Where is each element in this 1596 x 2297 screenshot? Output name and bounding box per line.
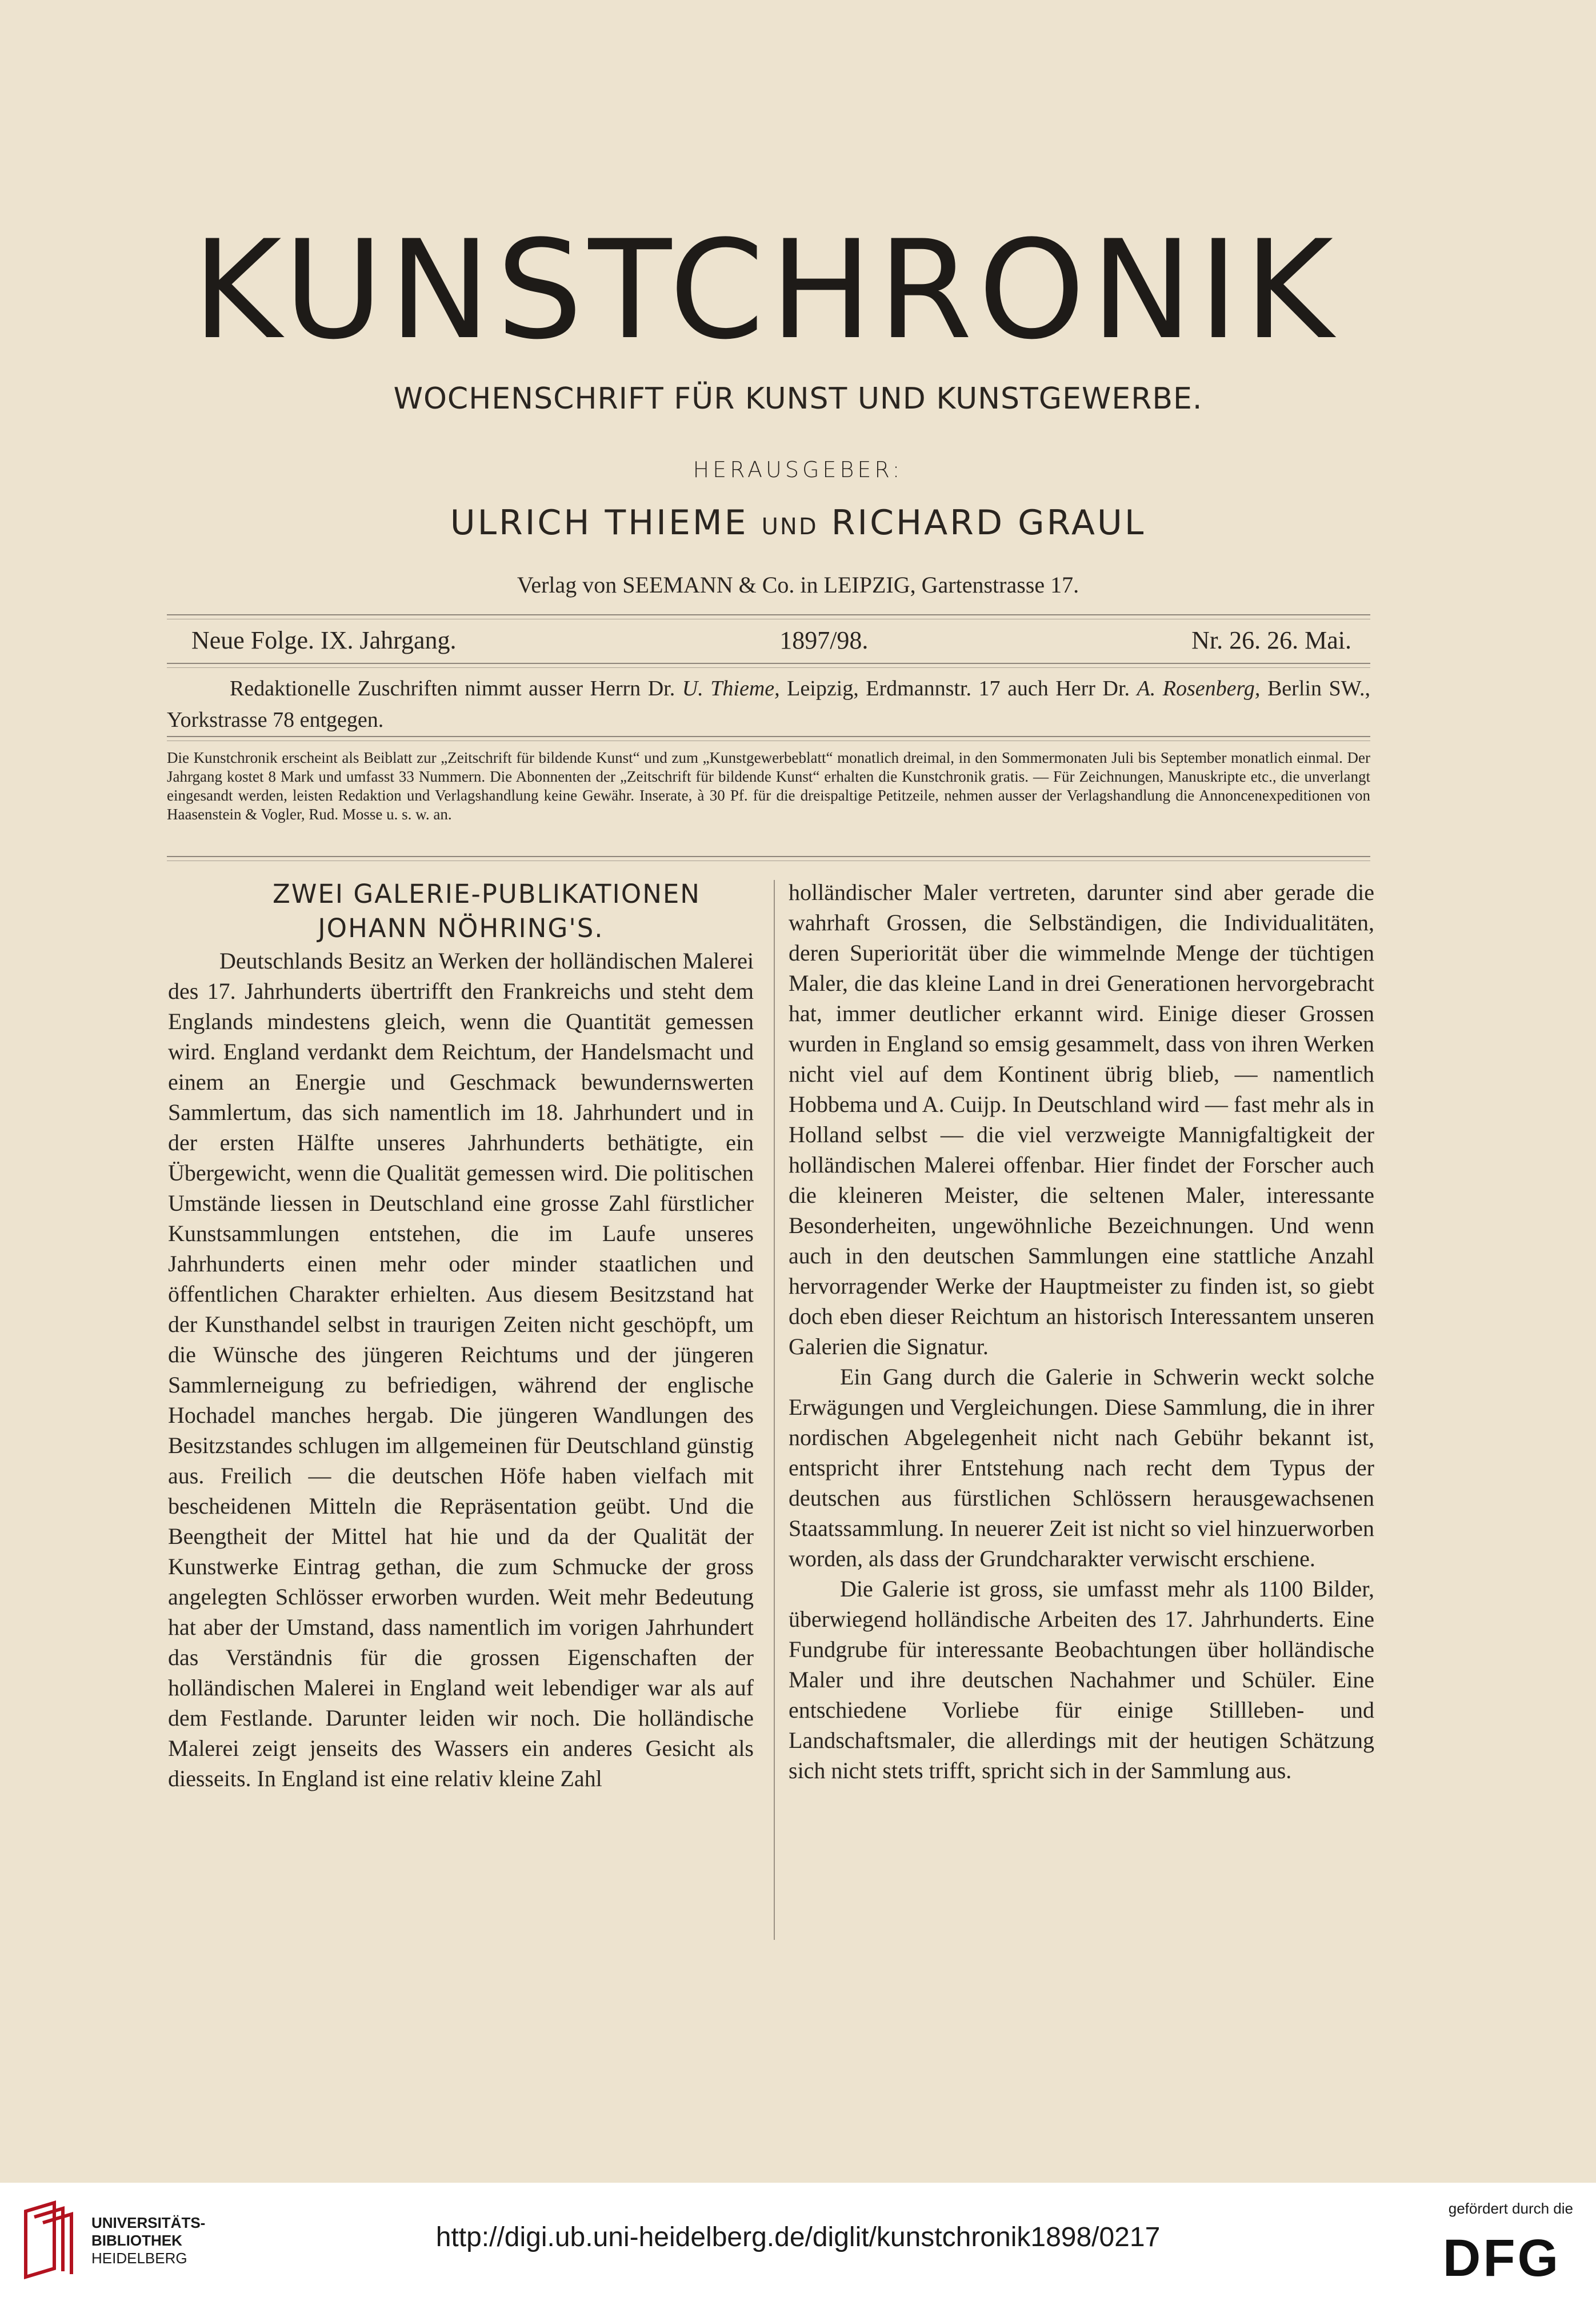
divider: [167, 663, 1370, 668]
editors-line: [0, 503, 1596, 543]
funding-label: gefördert durch die: [1448, 2200, 1573, 2217]
divider: [167, 736, 1370, 741]
editors-und: UND: [761, 514, 818, 540]
editor-name-rosenberg: A. Rosenberg,: [1137, 677, 1261, 701]
subscription-notice: Die Kunstchronik erscheint als Beiblatt zur „Zeitschrift für bildende Kunst“ und zum „Kunstgewerbeblatt“ monatlich dreimal, in den Sommermonaten Juli bis September monatlich einmal. Der Jahrgang kostet 8 Mark und umfasst 33 Nummern. Die Abonnenten der „Zeitschrift für bildende Kunst“ erhalten die Kunstchronik gratis. — Für Zeichnungen, Manuskripte etc., die unverlangt eingesandt werden, leisten Redaktion und Verlagshandlung keine Gewähr. Inserate, à 30 Pf. für die dreispaltige Petitzeile, nehmen ausser der Verlagshandlung die Annoncenexpeditionen von Haasenstein & Vogler, Rud. Mosse u. s. w. an.: [167, 749, 1370, 823]
editorial-text: Redaktionelle Zuschriften nimmt ausser Herrn Dr.: [230, 677, 682, 701]
permalink-url[interactable]: http://digi.ub.uni-heidelberg.de/diglit/kunstchronik1898/0217: [435, 2222, 1161, 2252]
article-paragraph: holländischer Maler vertreten, darunter sind aber gerade die wahrhaft Grossen, die Selbständigen, die Individualitäten, deren Superiorität über die wimmelnde Menge der tüchtigen Maler, die das kleine Land in drei Generationen hervorgebracht hat, immer deutlicher erkannt wird. Einige dieser Grossen wurden in England so emsig gesammelt, dass von ihren Werken nicht viel auf dem Kontinent übrig blieb, — namentlich Hobbema und A. Cuijp. In Deutschland wird — fast mehr als in Holland selbst — die viel verzweigte Mannigfaltigkeit der holländischen Malerei offenbar. Hier findet der Forscher auch die kleineren Meister, die seltenen Maler, interessante Besonderheiten, ungewöhnliche Bezeichnungen. Und wenn auch in den deutschen Sammlungen eine stattliche Anzahl hervorragender Werke der Hauptmeister zu finden ist, so giebt doch eben dieser Reichtum an historisch Interessantem unseren Galerien die Signatur.: [789, 879, 1374, 1359]
uni-name-line: UNIVERSITÄTS-: [91, 2214, 206, 2231]
uni-name-line: BIBLIOTHEK: [91, 2232, 182, 2249]
article-paragraph: Deutschlands Besitz an Werken der holländischen Malerei des 17. Jahrhunderts übertrifft den Frankreichs und steht dem Englands mindestens gleich, wenn die Quantität gemessen wird. England verdankt dem Reichtum, der Handelsmacht und einem an Energie und Geschmack bewundernswerten Sammlertum, das sich namentlich im 18. Jahrhundert und in der ersten Hälfte unseres Jahrhunderts bethätigte, ein Übergewicht, wenn die Qualität gemessen wird. Die politischen Umstände liessen in Deutschland eine grosse Zahl fürstlicher Kunstsammlungen entstehen, die im Laufe unseres Jahrhunderts einen mehr oder minder staatlichen und öffentlichen Charakter erhielten. Aus diesem Besitzstand hat der Kunsthandel selbst in traurigen Zeiten nicht geschöpft, um die Wünsche des jüngeren Reichtums und der jüngeren Sammlerneigung zu befriedigen, während der englische Hochadel manches hergab. Die jüngeren Wandlungen des Besitzstandes schlugen im allgemeinen für Deutschland günstig aus. Freilich — die deutschen Höfe haben vielfach mit bescheidenen Mitteln die Repräsentation geübt. Und die Beengtheit der Mittel hat hie und da der Qualität der Kunstwerke Eintrag gethan, die zum Schmucke der gross angelegten Schlösser erworben wurden. Weit mehr Bedeutung hat aber der Umstand, dass namentlich im vorigen Jahrhundert das Verständnis für die grossen Eigenschaften der holländischen Malerei in England weit lebendiger war als auf dem Festlande. Darunter leiden wir noch. Die holländische Malerei zeigt jenseits des Wassers ein anderes Gesicht als diesseits. In England ist eine relativ kleine Zahl: [168, 948, 754, 1791]
journal-title: KUNSTCHRONIK: [192, 211, 1339, 370]
editor-name-thieme: U. Thieme,: [682, 677, 780, 701]
article-paragraph: Ein Gang durch die Galerie in Schwerin weckt solche Erwägungen und Vergleichungen. Diese Sammlung, die in ihrer nordischen Abgelegenheit nicht nach Gebühr bekannt ist, entspricht ihrer Entstehung nach recht dem Typus der deutschen aus fürstlichen Schlössern herausgewachsenen Staatssammlung. In neuerer Zeit ist nicht so viel hinzuerworben worden, als dass der Grundcharakter verwischt erschiene.: [789, 1364, 1374, 1571]
editorial-text: Berlin SW., Yorkstrasse 78 entgegen.: [167, 677, 1371, 732]
issue-line: [191, 626, 1351, 655]
herausgeber-label: HERAUSGEBER:: [693, 457, 903, 482]
dfg-logo-icon: [1430, 2231, 1573, 2283]
column-divider: [774, 880, 775, 1940]
issue-series: Neue Folge. IX. Jahrgang.: [191, 626, 457, 654]
article-column-left: [168, 877, 754, 1794]
editor-thieme: ULRICH THIEME: [450, 503, 749, 543]
article-title: ZWEI GALERIE-PUBLIKATIONEN JOHANN NÖHRING'S.: [273, 879, 701, 943]
digitization-footer: [0, 2183, 1596, 2297]
article-paragraph: Die Galerie ist gross, sie umfasst mehr als 1100 Bilder, überwiegend holländische Arbeiten des 17. Jahrhunderts. Eine Fundgrube für interessante Beobachtungen über holländische Maler und ihre deutschen Nachahmer und Schüler. Eine entschiedene Vorliebe für einige Stillleben- und Landschaftsmaler, die allerdings mit der heutigen Schätzung sich nicht stets trifft, spricht sich in der Sammlung aus.: [789, 1576, 1374, 1783]
article-column-right: [789, 877, 1374, 1786]
publisher-line: Verlag von SEEMANN & Co. in LEIPZIG, Gartenstrasse 17.: [517, 572, 1079, 598]
divider: [167, 856, 1370, 861]
issue-number: Nr. 26. 26. Mai.: [1191, 626, 1351, 654]
dfg-logo-text: DFG: [1442, 2231, 1561, 2283]
divider: [167, 614, 1370, 619]
editor-graul: RICHARD GRAUL: [831, 503, 1146, 543]
issue-year: 1897/98.: [779, 626, 869, 654]
journal-subtitle: WOCHENSCHRIFT FÜR KUNST UND KUNSTGEWERBE.: [393, 382, 1203, 416]
editorial-text: Leipzig, Erdmannstr. 17 auch Herr Dr.: [779, 677, 1137, 701]
editorial-notice: [167, 673, 1370, 736]
uni-name-line: HEIDELBERG: [91, 2250, 187, 2267]
